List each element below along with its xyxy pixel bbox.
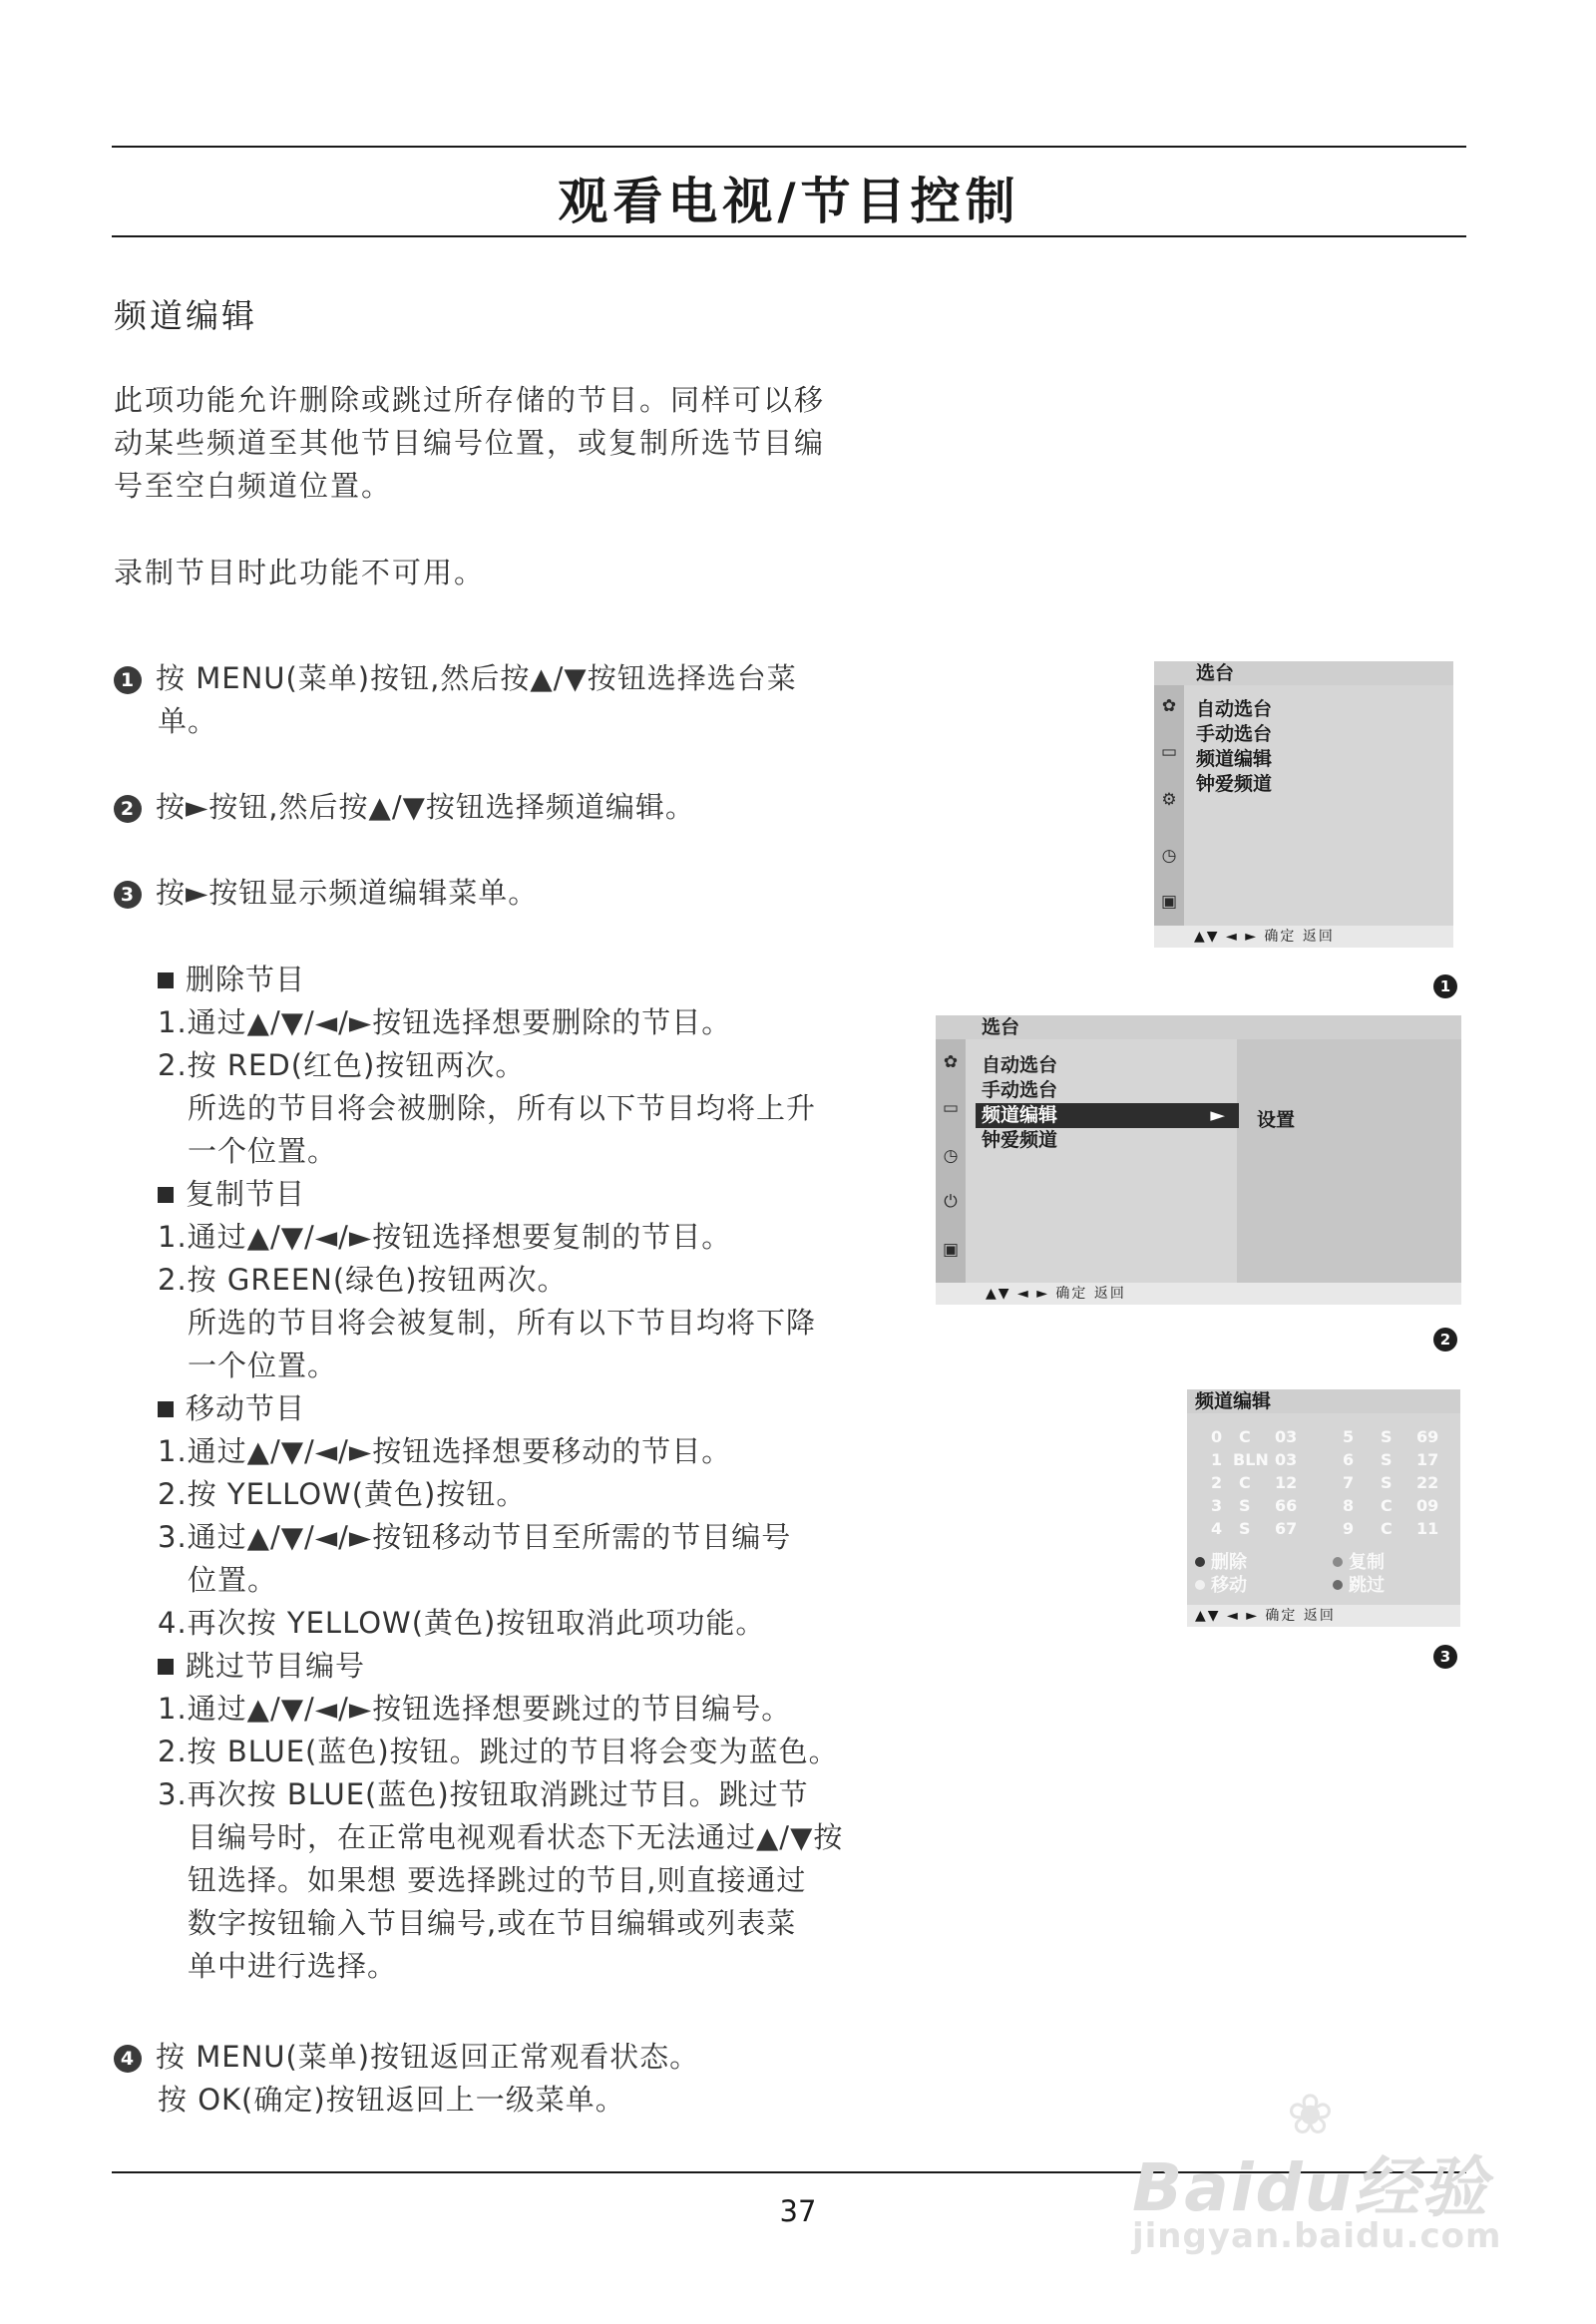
screen-badge: 2 [1433, 1328, 1457, 1352]
subsection-title-move: 移动节目 [158, 1387, 876, 1430]
timer-icon: ◷ [1161, 846, 1177, 866]
osd-menu-item[interactable]: 频道编辑 [1196, 748, 1273, 770]
intro-paragraph [114, 379, 872, 508]
osd-menu [982, 1053, 1239, 1153]
osd-title: 选台 [936, 1015, 1461, 1039]
instruction-line: 目编号时，在正常电视观看状态下无法通过▲/▼按 [188, 1820, 844, 1854]
instruction-line: 钮选择。如果想 要选择跳过的节目,则直接通过 [188, 1863, 807, 1897]
osd-screen-3 [1187, 1389, 1460, 1627]
lock-icon: ▣ [1160, 892, 1178, 912]
instruction-line: 2.按 YELLOW(黄色)按钮。 [158, 1477, 527, 1511]
title-rule [112, 235, 1466, 237]
instruction-line: 所选的节目将会被删除，所有以下节目均将上升 [188, 1091, 817, 1125]
instruction-line: 2.按 BLUE(蓝色)按钮。跳过的节目将会变为蓝色。 [158, 1735, 839, 1768]
instruction-line: 位置。 [188, 1563, 278, 1597]
arrow-right-icon: ► [1210, 1104, 1225, 1126]
square-bullet-icon [158, 1401, 174, 1417]
instruction-line: 3.再次按 BLUE(蓝色)按钮取消跳过节目。跳过节 [158, 1777, 809, 1811]
subsection-title-copy: 复制节目 [158, 1173, 876, 1216]
osd-submenu-panel [1237, 1039, 1461, 1283]
blue-dot-icon [1333, 1580, 1343, 1590]
settings-icon: ⚙ [1161, 790, 1177, 810]
subsection-title-delete: 删除节目 [158, 959, 876, 1001]
osd-screen-1 [1154, 661, 1453, 948]
osd-footer: ▲▼ ◄ ► 确定 返回 [936, 1283, 1461, 1305]
legend-copy: 复制 [1333, 1548, 1385, 1574]
page-number: 37 [779, 2194, 817, 2228]
step-text: 按 OK(确定)按钮返回上一级菜单。 [158, 2083, 625, 2117]
watermark-brand: Baidu经验 [1132, 2149, 1489, 2226]
square-bullet-icon [158, 1659, 174, 1675]
instruction-line: 1.通过▲/▼/◄/►按钮选择想要跳过的节目编号。 [158, 1692, 792, 1726]
osd-menu-item[interactable]: 手动选台 [982, 1079, 1058, 1101]
step-1 [114, 657, 872, 743]
page-title: 观看电视/节目控制 [558, 173, 1020, 230]
square-bullet-icon [158, 972, 174, 988]
instruction-line: 4.再次按 YELLOW(黄色)按钮取消此项功能。 [158, 1606, 766, 1640]
legend-skip: 跳过 [1333, 1571, 1385, 1597]
timer-icon: ◷ [943, 1146, 959, 1166]
instruction-line: 2.按 RED(红色)按钮两次。 [158, 1048, 526, 1082]
step-2 [114, 786, 872, 829]
osd-menu-item[interactable]: 自动选台 [982, 1054, 1058, 1076]
osd-icon-column [1154, 685, 1184, 926]
channel-icon: ✿ [1161, 696, 1177, 716]
osd-footer: ▲▼ ◄ ► 确定 返回 [1154, 926, 1453, 948]
instruction-line: 1.通过▲/▼/◄/►按钮选择想要删除的节目。 [158, 1005, 732, 1039]
osd-screen-2 [936, 1015, 1461, 1305]
channel-row[interactable]: 3 S 66 8 C 09 [1211, 1496, 1439, 1515]
instruction-line: 所选的节目将会被复制，所有以下节目均将下降 [188, 1306, 817, 1340]
step-number: 2 [114, 795, 142, 823]
yellow-dot-icon [1195, 1580, 1205, 1590]
instruction-line: 2.按 GREEN(绿色)按钮两次。 [158, 1263, 568, 1297]
lock-icon: ▣ [942, 1240, 960, 1260]
legend-move: 移动 [1195, 1571, 1247, 1597]
green-dot-icon [1333, 1557, 1343, 1567]
osd-submenu-item[interactable]: 设置 [1257, 1109, 1296, 1131]
channel-row[interactable]: 2 C 12 7 S 22 [1211, 1473, 1439, 1492]
step-text: 按 MENU(菜单)按钮,然后按▲/▼按钮选择选台菜 [156, 661, 797, 695]
step-3 [114, 872, 872, 915]
red-dot-icon [1195, 1557, 1205, 1567]
osd-menu-item-selected[interactable]: 频道编辑 ► [976, 1103, 1239, 1128]
step-text: 按►按钮,然后按▲/▼按钮选择频道编辑。 [156, 790, 695, 824]
instruction-line: 数字按钮输入节目编号,或在节目编辑或列表菜 [188, 1906, 797, 1940]
step-number: 4 [114, 2045, 142, 2073]
channel-row[interactable]: 4 S 67 9 C 11 [1211, 1519, 1439, 1538]
intro-note: 录制节目时此功能不可用。 [114, 556, 486, 589]
intro-line: 此项功能允许删除或跳过所存储的节目。同样可以移 [114, 383, 826, 417]
step-text: 按 MENU(菜单)按钮返回正常观看状态。 [156, 2040, 700, 2074]
square-bullet-icon [158, 1187, 174, 1203]
step-text: 单。 [158, 704, 218, 738]
instruction-line: 1.通过▲/▼/◄/►按钮选择想要复制的节目。 [158, 1220, 732, 1254]
baidu-watermark [1132, 2083, 1506, 2256]
subsection-list [158, 959, 876, 1988]
instruction-line: 单中进行选择。 [188, 1949, 398, 1983]
legend-delete: 删除 [1195, 1548, 1247, 1574]
watermark-url: jingyan.baidu.com [1132, 2216, 1502, 2256]
instruction-line: 一个位置。 [188, 1134, 338, 1168]
osd-title: 频道编辑 [1187, 1389, 1460, 1413]
screen-badge: 1 [1433, 974, 1457, 998]
channel-row[interactable]: 0 C 03 5 S 69 [1211, 1427, 1439, 1446]
instruction-line: 1.通过▲/▼/◄/►按钮选择想要移动的节目。 [158, 1434, 732, 1468]
channel-grid [1187, 1425, 1460, 1545]
step-number: 3 [114, 881, 142, 909]
intro-line: 动某些频道至其他节目编号位置，或复制所选节目编 [114, 426, 826, 460]
osd-title: 选台 [1154, 661, 1453, 685]
osd-menu [1196, 697, 1272, 797]
top-rule [112, 146, 1466, 148]
channel-row[interactable]: 1 BLN 03 6 S 17 [1211, 1450, 1439, 1469]
step-number: 1 [114, 666, 142, 694]
osd-menu-item[interactable]: 钟爱频道 [982, 1129, 1058, 1151]
osd-icon-column [936, 1039, 966, 1283]
power-icon: ⏻ [944, 1192, 958, 1212]
osd-menu-item[interactable]: 自动选台 [1196, 698, 1273, 720]
subsection-title-skip: 跳过节目编号 [158, 1645, 876, 1688]
screen-badge: 3 [1433, 1645, 1457, 1669]
intro-line: 号至空白频道位置。 [114, 469, 393, 503]
instruction-line: 3.通过▲/▼/◄/►按钮移动节目至所需的节目编号 [158, 1520, 792, 1554]
picture-icon: ▭ [1160, 742, 1178, 762]
instruction-line: 一个位置。 [188, 1349, 338, 1382]
step-4 [114, 2036, 872, 2122]
step-text: 按►按钮显示频道编辑菜单。 [156, 876, 539, 910]
paw-icon: ❀ [1287, 2083, 1334, 2147]
channel-icon: ✿ [943, 1052, 959, 1072]
osd-menu-item[interactable]: 手动选台 [1196, 723, 1273, 745]
picture-icon: ▭ [942, 1098, 960, 1118]
section-title: 频道编辑 [114, 296, 257, 335]
osd-footer: ▲▼ ◄ ► 确定 返回 [1187, 1605, 1460, 1627]
osd-menu-item[interactable]: 钟爱频道 [1196, 773, 1273, 795]
